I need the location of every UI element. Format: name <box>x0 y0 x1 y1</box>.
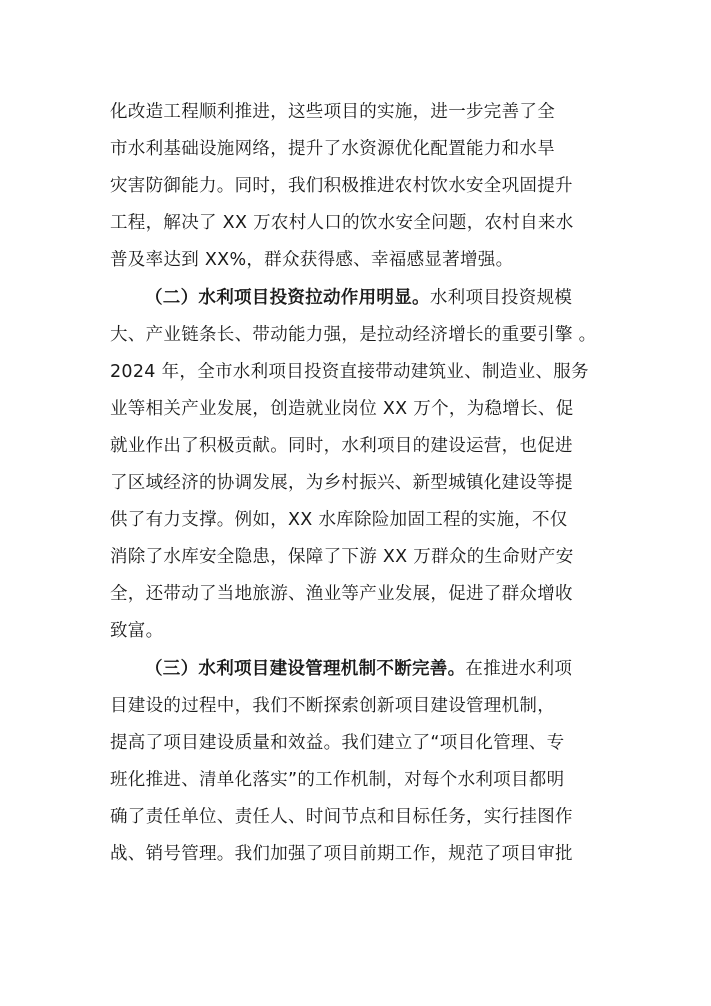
section-heading-line <box>145 286 572 310</box>
text-line: 市水利基础设施网络，提升了水资源优化配置能力和水旱 <box>110 139 555 159</box>
text-line: 班化推进、清单化落实”的工作机制，对每个水利项目都明 <box>110 770 565 790</box>
text-line: 业等相关产业发展，创造就业岗位 XX 万个，为稳增长、促 <box>110 399 574 419</box>
text-line: 致富。 <box>110 621 164 641</box>
text-line: 消除了水库安全隐患，保障了下游 XX 万群众的生命财产安 <box>110 547 574 567</box>
text-line: 大、产业链条长、带动能力强，是拉动经济增长的重要引擎 。 <box>110 325 597 345</box>
text-span: 水利项目投资规模 <box>429 288 573 308</box>
text-line: 确了责任单位、责任人、时间节点和目标任务，实行挂图作 <box>110 807 573 827</box>
text-span: 在推进水利项 <box>465 659 573 679</box>
text-line: 提高了项目建设质量和效益。我们建立了“项目化管理、专 <box>110 733 565 753</box>
text-line: 战、销号管理。我们加强了项目前期工作，规范了项目审批 <box>110 844 573 864</box>
text-line: 2024 年，全市水利项目投资直接带动建筑业、制造业、服务 <box>110 362 589 382</box>
section-heading: （二）水利项目投资拉动作用明显。 <box>145 288 430 308</box>
section-heading-line <box>145 657 572 681</box>
text-line: 了区域经济的协调发展，为乡村振兴、新型城镇化建设等提 <box>110 473 573 493</box>
text-line: 就业作出了积极贡献。同时，水利项目的建设运营，也促进 <box>110 436 573 456</box>
text-line: 化改造工程顺利推进，这些项目的实施，进一步完善了全 <box>110 102 555 122</box>
text-line: 工程，解决了 XX 万农村人口的饮水安全问题，农村自来水 <box>110 213 574 233</box>
text-line: 目建设的过程中，我们不断探索创新项目建设管理机制， <box>110 696 555 716</box>
text-line: 全，还带动了当地旅游、渔业等产业发展，促进了群众增收 <box>110 584 573 604</box>
text-line: 供了有力支撑。例如，XX 水库除险加固工程的实施，不仅 <box>110 510 568 530</box>
text-line: 普及率达到 XX%，群众获得感、幸福感显著增强。 <box>110 250 514 270</box>
text-line: 灾害防御能力。同时，我们积极推进农村饮水安全巩固提升 <box>110 176 573 196</box>
section-heading: （三）水利项目建设管理机制不断完善。 <box>145 659 466 679</box>
